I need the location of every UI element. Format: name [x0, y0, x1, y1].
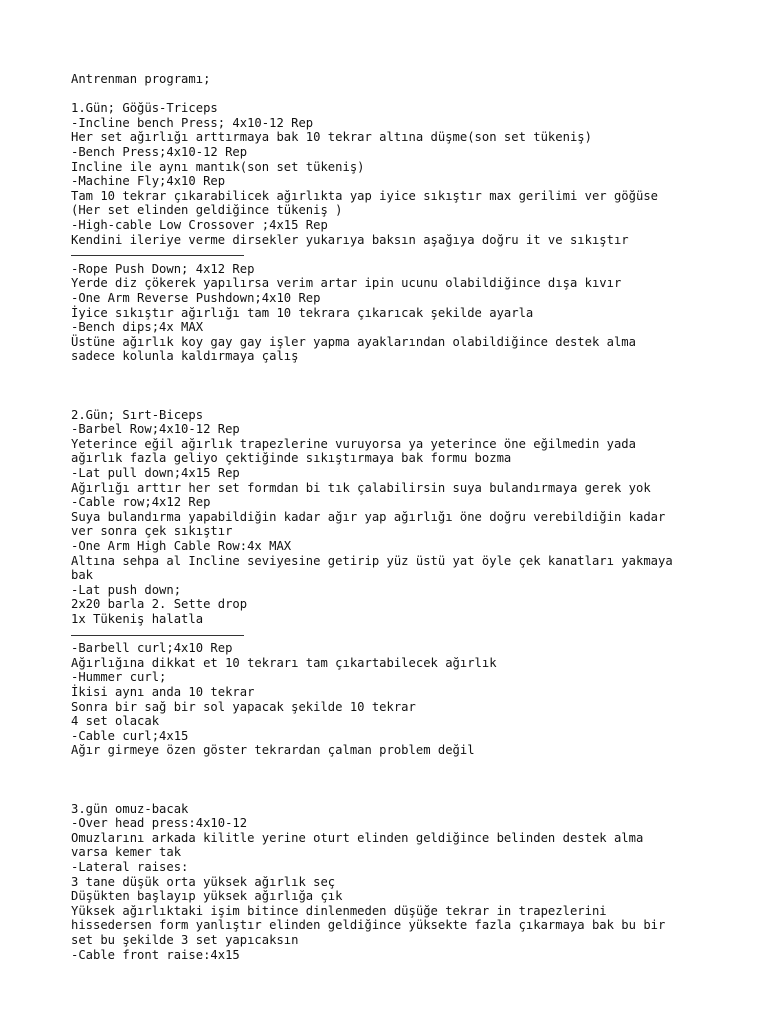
text-line: -Lateral raises:: [71, 860, 189, 875]
blank-line: [71, 758, 721, 773]
text-line: Yeterince eğil ağırlık trapezlerine vuruyorsa ya yeterince öne eğilmedin yada: [71, 436, 636, 451]
text-line: Kendini ileriye verme dirsekler yukarıya baksın aşağıya doğru it ve sıkıştır: [71, 232, 629, 247]
text-line: -Bench Press;4x10-12 Rep: [71, 144, 248, 159]
text-line: -Bench dips;4x MAX: [71, 320, 204, 335]
text-line: Yüksek ağırlıktaki işim bitince dinlenmeden düşüğe tekrar in trapezlerini: [71, 903, 607, 918]
text-line: 4 set olacak: [71, 714, 160, 729]
text-line: -One Arm High Cable Row:4x MAX: [71, 539, 292, 553]
text-line: -Cable front raise:4x15: [71, 947, 240, 962]
text-line: (Her set elinden geldiğince tükeniş ): [71, 203, 343, 218]
document-page: [71, 72, 721, 962]
text-line: -One Arm Reverse Pushdown;4x10 Rep: [71, 290, 321, 305]
section-divider: [71, 627, 721, 642]
text-line: -Cable row;4x12 Rep: [71, 495, 211, 510]
text-line: -Machine Fly;4x10 Rep: [71, 174, 226, 189]
text-line: Tam 10 tekrar çıkarabilicek ağırlıkta yap iyice sıkıştır max gerilimi ver göğüse: [71, 188, 658, 203]
text-line: -Over head press:4x10-12: [71, 816, 248, 831]
text-line: -Hummer curl;: [71, 670, 167, 685]
text-line: Incline ile aynı mantık(son set tükeniş): [71, 159, 365, 174]
text-line: -Lat pull down;4x15 Rep: [71, 466, 240, 481]
blank-line: [71, 87, 721, 102]
text-line: -High-cable Low Crossover ;4x15 Rep: [71, 217, 328, 232]
text-line: Suya bulandırma yapabildiğin kadar ağır yap ağırlığı öne doğru verebildiğin kadar: [71, 509, 666, 524]
text-line: -Rope Push Down; 4x12 Rep: [71, 261, 255, 276]
text-line: -Lat push down;: [71, 582, 182, 597]
blank-line: [71, 364, 721, 379]
text-line: bak: [71, 568, 94, 583]
text-line: 1x Tükeniş halatla: [71, 611, 204, 626]
text-line: 3.gün omuz-bacak: [71, 801, 189, 816]
text-line: 1.Gün; Göğüs-Triceps: [71, 101, 218, 116]
text-line: Antrenman programı;: [71, 72, 211, 86]
blank-line: [71, 773, 721, 788]
text-line: Her set ağırlığı arttırmaya bak 10 tekrar altına düşme(son set tükeniş): [71, 130, 592, 145]
text-line: set bu şekilde 3 set yapıcaksın: [71, 933, 299, 948]
text-line: 3 tane düşük orta yüksek ağırlık seç: [71, 874, 336, 889]
text-line: varsa kemer tak: [71, 845, 182, 860]
text-line: İkisi aynı anda 10 tekrar: [71, 684, 255, 699]
text-line: Yerde diz çökerek yapılırsa verim artar ipin ucunu olabildiğince dışa kıvır: [71, 276, 622, 291]
text-line: hissedersen form yanlıştır elinden geldiğince yüksekte fazla çıkarmaya bak bu bir: [71, 918, 666, 933]
text-line: Üstüne ağırlık koy gay gay işler yapma ayaklarından olabildiğince destek alma: [71, 334, 636, 349]
text-line: 2.Gün; Sırt-Biceps: [71, 407, 204, 422]
section-divider: [71, 247, 721, 262]
text-line: Sonra bir sağ bir sol yapacak şekilde 10 tekrar: [71, 699, 416, 714]
blank-line: [71, 378, 721, 393]
text-line: Omuzlarını arkada kilitle yerine oturt elinden geldiğince belinden destek alma: [71, 830, 644, 845]
blank-line: [71, 393, 721, 408]
text-line: 2x20 barla 2. Sette drop: [71, 597, 248, 612]
text-line: -Barbell curl;4x10 Rep: [71, 641, 233, 656]
blank-line: [71, 787, 721, 802]
text-line: ağırlık fazla geliyo çektiğinde sıkıştırmaya bak formu bozma: [71, 451, 512, 466]
text-line: -Barbel Row;4x10-12 Rep: [71, 422, 240, 437]
text-line: İyice sıkıştır ağırlığı tam 10 tekrara çıkarıcak şekilde ayarla: [71, 305, 534, 320]
text-line: ver sonra çek sıkıştır: [71, 524, 233, 539]
text-line: sadece kolunla kaldırmaya çalış: [71, 349, 299, 364]
text-line: Ağırlığına dikkat et 10 tekrarı tam çıkartabilecek ağırlık: [71, 655, 497, 670]
text-line: Ağır girmeye özen göster tekrardan çalman problem değil: [71, 743, 475, 758]
text-line: -Incline bench Press; 4x10-12 Rep: [71, 115, 314, 130]
text-line: Altına sehpa al Incline seviyesine getirip yüz üstü yat öyle çek kanatları yakmaya: [71, 553, 673, 568]
text-line: -Cable curl;4x15: [71, 728, 189, 743]
text-line: Ağırlığı arttır her set formdan bi tık çalabilirsin suya bulandırmaya gerek yok: [71, 480, 651, 495]
text-line: Düşükten başlayıp yüksek ağırlığa çık: [71, 889, 343, 904]
